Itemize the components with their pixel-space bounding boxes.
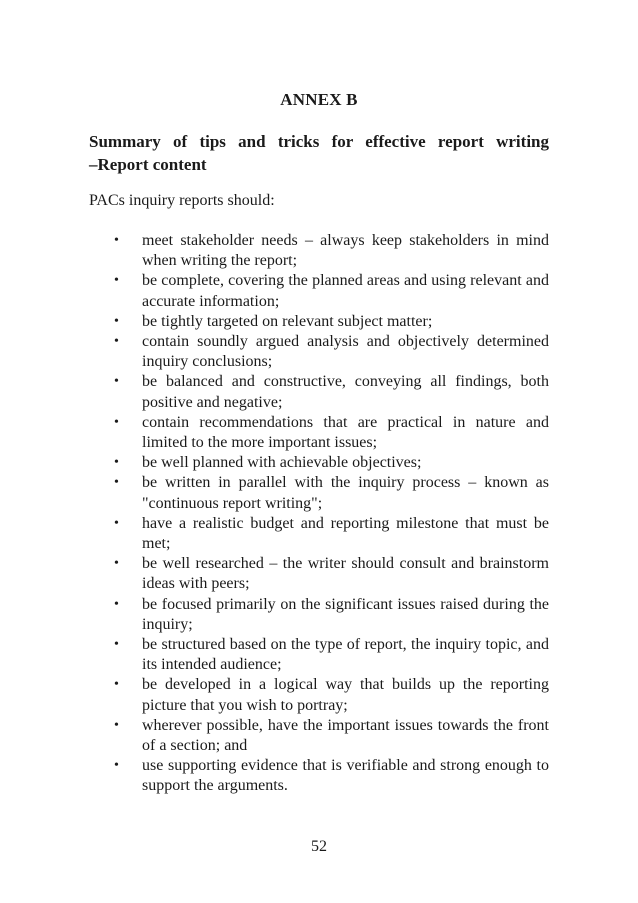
bullet-icon: • — [114, 414, 119, 430]
tips-list — [89, 231, 549, 797]
tip-item — [89, 271, 549, 311]
tip-item — [89, 312, 549, 332]
summary-heading-line-1: Summary of tips and tricks for effective report writing — [89, 132, 549, 151]
tip-text: meet stakeholder needs – always keep stakeholders in mind when writing the report; — [142, 232, 549, 270]
tip-item — [89, 413, 549, 453]
bullet-icon: • — [114, 556, 119, 572]
tip-item — [89, 635, 549, 675]
tip-item — [89, 595, 549, 635]
tip-item — [89, 554, 549, 594]
tip-item — [89, 372, 549, 412]
annex-title: ANNEX B — [280, 90, 358, 109]
summary-heading-line-2: –Report content — [89, 155, 207, 174]
tip-text: be complete, covering the planned areas and using relevant and accurate information; — [142, 272, 549, 310]
bullet-icon: • — [114, 596, 119, 612]
bullet-icon: • — [114, 273, 119, 289]
tip-item — [89, 716, 549, 756]
tip-item — [89, 675, 549, 715]
tip-text: wherever possible, have the important issues towards the front of a section; and — [142, 716, 549, 755]
tip-text: be focused primarily on the significant issues raised during the inquiry; — [142, 595, 549, 633]
tip-item — [89, 453, 549, 473]
summary-heading — [89, 130, 549, 176]
tip-text: be balanced and constructive, conveying all findings, both positive and negative; — [142, 373, 549, 411]
tip-text: contain soundly argued analysis and objectively determined inquiry conclusions; — [142, 333, 549, 371]
tip-text: be structured based on the type of report, the inquiry topic, and its intended audience; — [142, 636, 549, 674]
tip-item — [89, 231, 549, 271]
tip-text: contain recommendations that are practical in nature and limited to the more important issues; — [142, 413, 549, 452]
page-number: 52 — [311, 838, 327, 855]
tip-text: have a realistic budget and reporting milestone that must be met; — [142, 514, 549, 553]
tip-item — [89, 514, 549, 554]
tip-text: be developed in a logical way that builds up the reporting picture that you wish to portray; — [142, 676, 549, 714]
bullet-icon: • — [114, 313, 119, 329]
intro-text: PACs inquiry reports should: — [89, 192, 275, 209]
tip-text: be well planned with achievable objectives; — [142, 454, 422, 472]
tip-item — [89, 473, 549, 513]
tip-item — [89, 332, 549, 372]
bullet-icon: • — [114, 334, 119, 350]
bullet-icon: • — [114, 455, 119, 471]
bullet-icon: • — [114, 515, 119, 531]
bullet-icon: • — [114, 374, 119, 390]
bullet-icon: • — [114, 475, 119, 491]
bullet-icon: • — [114, 637, 119, 653]
tip-text: be tightly targeted on relevant subject matter; — [142, 312, 433, 330]
bullet-icon: • — [114, 677, 119, 693]
bullet-icon: • — [114, 758, 119, 774]
bullet-icon: • — [114, 233, 119, 248]
tip-text: use supporting evidence that is verifiable and strong enough to support the arguments. — [142, 757, 549, 795]
bullet-icon: • — [114, 717, 119, 733]
tip-text: be well researched – the writer should consult and brainstorm ideas with peers; — [142, 555, 549, 593]
tip-item — [89, 756, 549, 796]
tip-text: be written in parallel with the inquiry process – known as "continuous report writing"; — [142, 474, 549, 512]
